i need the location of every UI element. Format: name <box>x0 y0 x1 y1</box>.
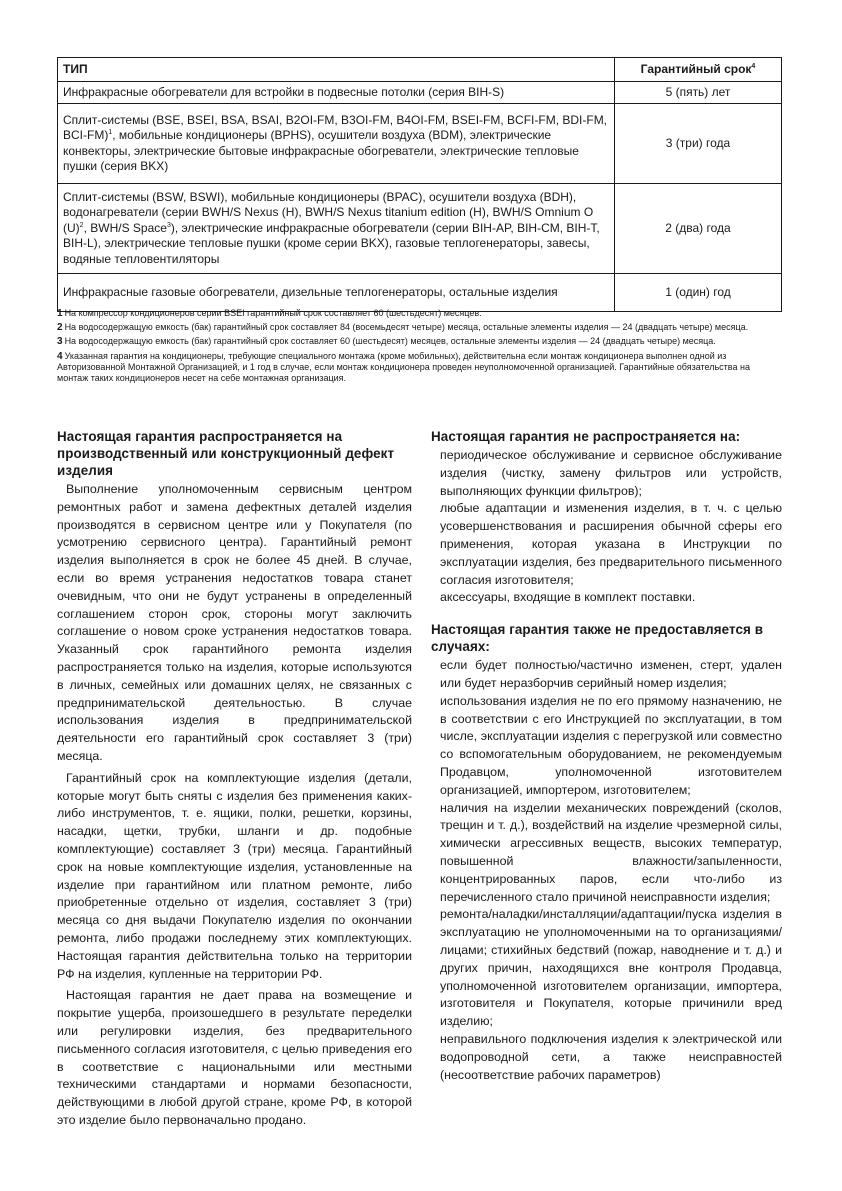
section-heading-not-provided: Настоящая гарантия также не предоставляется в случаях: <box>431 622 764 655</box>
list-item: наличия на изделии механических повреждений (сколов, трещин и т. д.), воздействий на изделие чрезмерной силы, химически агрессивных веществ, высоких температур, повышенной влажности/запыленности, концентрированных паров, если что-либо из перечисленного стало причиной неисправности изделия; <box>440 800 782 904</box>
paragraph: Выполнение уполномоченным сервисным центром ремонтных работ и замена дефектных деталей изделия производятся в сервисном центре или у Покупателя (по усмотрению сервисного центра). Гарантийный ремонт изделия выполняется в срок не более 45 дней. В случае, если во время устранения недостатков товара станет очевидным, что они не будут устранены в определенный соглашением сторон срок, стороны могут заключить соглашение о новом сроке устранения недостатков товара. Указанный срок гарантийного ремонта изделия распространяется только на изделия, которые используются в личных, семейных или домашних целях, не связанных с предпринимательской деятельностью. В случае использования изделия в предпринимательской деятельности его гарантийный срок составляет 3 (три) месяца. <box>57 482 412 763</box>
paragraph: Настоящая гарантия не дает права на возмещение и покрытие ущерба, произошедшего в результате переделки или регулировки изделия, без предварительного письменного согласия изготовителя, с целью приведения его в соответствие с национальными или местными техническими стандартами и нормами безопасности, действующими в любой другой стране, кроме РФ, в которой это изделие было первоначально продано. <box>57 988 412 1127</box>
row-type-cell: Инфракрасные газовые обогреватели, дизельные теплогенераторы, остальные изделия <box>58 274 615 312</box>
term-column-header: Гарантийный срок$^4$ <box>615 58 782 82</box>
table-header-row <box>58 58 782 82</box>
row-type-cell: Инфракрасные обогреватели для встройки в подвесные потолки (серия BIH-S) <box>58 82 615 104</box>
left-column <box>57 428 412 1130</box>
row-term-cell: 1 (один) год <box>615 274 782 312</box>
list-item: если будет полностью/частично изменен, стерт, удален или будет неразборчив серийный номер изделия; <box>440 658 782 690</box>
section-heading-coverage: Настоящая гарантия распространяется на производственный или конструкционный дефект изделия <box>57 429 395 478</box>
right-column <box>431 428 782 1084</box>
section-heading-exclusions: Настоящая гарантия не распространяется на: <box>431 429 741 444</box>
footnote: 2 На водосодержащую емкость (бак) гарантийный срок составляет 84 (восемьдесят четыре) месяца, остальные элементы изделия — 24 (двадцать четыре) месяца. <box>57 322 749 334</box>
list-item: периодическое обслуживание и сервисное обслуживание изделия (чистку, замену фильтров или устройств, выполняющих функции фильтров); <box>440 448 782 498</box>
table-row <box>58 82 782 104</box>
row-term-cell: 2 (два) года <box>615 184 782 274</box>
footnote: 4 Указанная гарантия на кондиционеры, требующие специального монтажа (кроме мобильных), действительна если монтаж кондиционера выполнен одной из Авторизованной Монтажной Организацией, и 1 год в случае, если монтаж кондиционера проведен неуполномоченной организацией. Гарантийные обязательства на монтаж таких кондиционеров несет на себе монтажная организация. <box>57 350 750 384</box>
footnote: 3 На водосодержащую емкость (бак) гарантийный срок составляет 60 (шестьдесят) месяцев, остальные элементы изделия — 24 (двадцать четыре) месяца. <box>57 336 716 348</box>
table-row <box>58 104 782 184</box>
warranty-table <box>57 57 782 312</box>
list-item: использования изделия не по его прямому назначению, не в соответствии с его Инструкцией по эксплуатации, в том числе, эксплуатации изделия с перегрузкой или совместно со вспомогательным оборудованием, не рекомендуемым Продавцом, уполномоченной изготовителем организацией, импортером, изготовителем; <box>440 693 782 797</box>
paragraph: Гарантийный срок на комплектующие изделия (детали, которые могут быть сняты с изделия без применения каких-либо инструментов, т. е. ящики, полки, решетки, корзины, насадки, щетки, трубки, шланги и др. подобные комплектующие) составляет 3 (три) месяца. Гарантийный срок на новые комплектующие изделия, установленные на изделие при гарантийном или платном ремонте, либо приобретенные отдельно от изделия, составляет 3 (три) месяца со дня выдачи Покупателю изделия по окончании ремонта, либо продажи последнему этих комплектующих. Настоящая гарантия действительна только на территории РФ на изделия, купленные на территории РФ. <box>57 770 412 981</box>
list-item: аксессуары, входящие в комплект поставки. <box>440 590 696 605</box>
list-item: любые адаптации и изменения изделия, в т. ч. с целью усовершенствования и расширения обычной сферы его применения, которая указана в Инструкции по эксплуатации изделия, без предварительного письменного согласия изготовителя; <box>440 501 782 587</box>
type-column-header: ТИП <box>58 58 615 82</box>
table-row <box>58 274 782 312</box>
footnote: 1 На компрессор кондиционеров серии BSEI гарантийный срок составляет 60 (шестьдесят) месяцев. <box>57 308 482 319</box>
footnotes <box>57 308 781 387</box>
row-term-cell: 3 (три) года <box>615 104 782 184</box>
table-row <box>58 184 782 274</box>
row-type-cell: Сплит-системы (BSE, BSEI, BSA, BSAI, B2OI-FM, B3OI-FM, B4OI-FM, BSEI-FM, BCFI-FM, BDI-FM, BCI-FM)$^1$, мобильные кондиционеры (BPHS), осушители воздуха (BDM), электрические конвекторы, электрические бытовые инфракрасные обогреватели, электрические тепловые пушки (серия BKX) <box>58 104 615 184</box>
row-term-cell: 5 (пять) лет <box>615 82 782 104</box>
row-type-cell: Сплит-системы (BSW, BSWI), мобильные кондиционеры (BPAC), осушители воздуха (BDH), водонагреватели (серии BWH/S Nexus (H), BWH/S Nexus titanium edition (H), BWH/S Omnium O $(U)^2$, BWH/S Space$^3$), электрические инфракрасные обогреватели (серии BIH-AP, BIH-CM, BIH-T, BIH-L), электрические тепловые пушки (кроме серии BKX), газовые теплогенераторы, завесы, водяные тепловентиляторы <box>58 184 615 274</box>
list-item: ремонта/наладки/инсталляции/адаптации/пуска изделия в эксплуатацию не уполномоченными на то организациями/лицами; стихийных бедствий (пожар, наводнение и т. д.) и других причин, находящихся вне контроля Продавца, уполномоченной изготовителем организации, импортера, изготовителя и Покупателя, которые причинили вред изделию; <box>440 907 782 1029</box>
list-item: неправильного подключения изделия к электрической или водопроводной сети, а также неисправностей (несоответствие рабочих параметров) <box>440 1031 782 1082</box>
